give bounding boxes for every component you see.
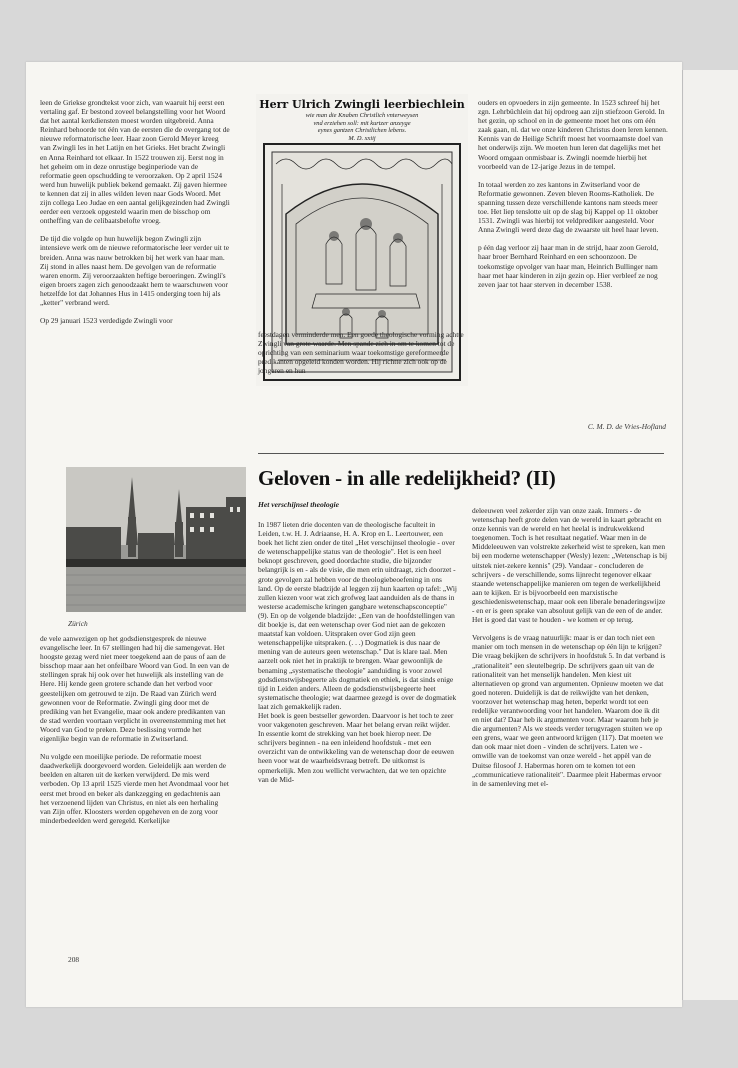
woodcut-subtitle-line: eynes gantzen Christlichen lebens. <box>317 127 407 135</box>
paragraph: Het boek is geen bestseller geworden. Daarvoor is het toch te zeer voor vakgenoten geschreven. Maar het belang ervan reikt wijder. In essentie komt de strekking van het boek hierop neer. De schrijvers beginnen - na een inleidend hoofdstuk - met een overzicht van de ontwikkeling van de wetenschap door de eeuwen heen voor wat de waarheidsvraag betreft. De uitkomst is opmerkelijk. Men zou wellicht verwachten, dat we ten opzichte van de Mid- <box>258 710 454 784</box>
zurich-photo <box>66 467 246 612</box>
article-headline: Geloven - in alle redelijkheid? (II) <box>258 466 556 490</box>
paragraph: leen de Griekse grondtekst voor zich, van waaruit hij eerst een vertaling gaf. Er bestond zoveel belangstelling voor het Woord dat het aantal kerkdiensten moest worden uitgebreid. Anna Reinhard behoorde tot één van de eersten die de overgang tot de nieuwe reformatorische leer. Haar zoon Gerold Meyer kreeg van Zwingli les in het Latijn en het Grieks. Het bracht Zwingli en Anna Reinhard tot elkaar. In 1522 trouwen zij. Eerst nog in het geheim om in deze onrustige beginperiode van de reformatie geen opschudding te veroorzaken. Op 2 april 1524 werd hun huwelijk publiek bekend gemaakt. Zij gaven hiermee te kennen dat zij in alles wilden leven naar Gods Woord. Met zijn collega Leo Judae en een aantal gelijkgezinden had Zwingli eerder een verzoek opgesteld waarin men de bisschop om ontheffing van de celibaatsbelofte vroeg. <box>40 98 230 226</box>
author-signature: C. M. D. de Vries-Hofland <box>587 422 666 431</box>
paragraph: ouders en opvoeders in zijn gemeente. In 1523 schreef hij het zgn. Lehrbüchlein dat hij opdroeg aan zijn stiefzoon Gerold. In het gezin, op school en in de gemeente moet het ons om één zaak gaan, nl. dat we onze kinderen Christus doen leren kennen. Kennis van de Heilige Schrift moest het voornaamste doel van het onderwijs zijn. We moeten hun leren dat dagelijks met het Woord omgaan onmisbaar is. Zwingli noemde hierbij het voorbeeld van de 12-jarige Jezus in de tempel. <box>478 98 668 171</box>
woodcut-subtitle-line: wie man die Knaben Christlich vnterweysen <box>305 112 419 119</box>
column-1-top <box>40 98 230 334</box>
woodcut-subtitle-line: M. D. xxiij <box>348 134 376 142</box>
woodcut-subtitle-line: vnd erziehen soll: mit kurtzer anzeyge <box>313 119 411 127</box>
paragraph: Op 29 januari 1523 verdedigde Zwingli voor <box>40 316 173 326</box>
woodcut-subtitle <box>258 112 466 142</box>
paragraph: de vele aanwezigen op het godsdienstgesprek de nieuwe evangelische leer. In 67 stellingen had hij die samengevat. Het hoogste gezag werd niet meer toegekend aan de paus of aan de bisschop maar aan het onfeilbare Woord van God. In een van de stellingen sprak hij ook over het huwelijk als instelling van de Here. Hij kende geen grotere schande dan het verbod voor geestelijken om getrouwd te zijn. De Raad van Zürich werd gewonnen voor de Reformatie. Zwingli ging door met de prediking van het Evangelie, maar ook andere predikanten van de stad werden voortaan verplicht in overeenstemming met het Woord van God te preken. Deze beslissing vormde het eigenlijke begin van de reformatie in Zwitserland. <box>40 634 230 744</box>
woodcut-title: Herr Ulrich Zwingli leerbiechlein <box>259 98 465 111</box>
paragraph: In 1987 lieten drie docenten van de theologische faculteit in Leiden, t.w. H. J. Adriaanse, H. A. Krop en L. Leertouwer, een boek het licht zien onder de titel „Het verschijnsel theologie - over de wetenschappelijke status van de theologie". Het is een heel beknopt geschreven, goed doordachte studie, die bijzonder belangrijk is en - als de visie, die men erin uitdraagt, zich doorzet - grote gevolgen zal hebben voor de theologiebeoefening in ons land. Op de eerste bladzijde al leggen zij hun kaarten op tafel: „Wij zullen kiezen voor wat zich grofweg laat aanduiden als de thans in westerse academische kringen gangbare wetenschapsconceptie" (9). En op de volgende bladzijde: „Een van de hoofdstellingen van dit boekje is, dat een wetenschap over God niet aan de gekozen maatstaf kan voldoen. Uitspraken over God zijn geen wetenschappelijke uitspraken. (. . .) Dogmatiek is dus naar de mening van de auteurs geen wetenschap." Dat is klare taal. Men aarzelt ook niet het in praktijk te brengen. Waar gewoonlijk de benaming „systematische theologie" aanduiding is voor zowel godsdienstwijsbegeerte als dogmatiek en ethiek, is dat sinds enige tijd in Leiden anders. Alleen de godsdienstwijsbegeerte heet systematische theologie; wat daarmee gezegd is over de dogmatiek laat zich gemakkelijk raden. <box>258 520 457 711</box>
article-divider <box>258 453 664 454</box>
paragraph: De tijd die volgde op hun huwelijk begon Zwingli zijn intensieve werk om de nieuwe reformatorische leer verder uit te breiden. Anna was nauw betrokken bij het werk van haar man. Zij stond in alles naast hem. De gevolgen van de reformatie waren enorm. Zij veroorzaakten heftige beroeringen. Zwingli's eigen broers zagen zich genoodzaakt hem te waarschuwen voor hetzelfde lot dat Johannes Hus in 1415 onderging toen hij als „ketter" verbrand werd. <box>40 234 229 307</box>
paragraph: p één dag verloor zij haar man in de strijd, haar zoon Gerold, haar broer Bernhard Reinhard en een schoonzoon. De toekomstige opvolger van haar man, Heinrich Bullinger nam haar met haar kinderen in zijn gezin op. Hier verbleef ze nog zeven jaar tot haar sterven in december 1538. <box>478 243 659 289</box>
paragraph: Vervolgens is de vraag natuurlijk: maar is er dan toch niet een manier om toch mensen in de wetenschap op één lijn te krijgen? Die vraag bekijken de schrijvers in hoofdstuk 5. In dat verband is „rationaliteit" een sleutelbegrip. De schrijvers gaan uit van de rationaliteit van het menselijk handelen. Men kiest uit alternatieven op grond van argumenten. Opnieuw moeten we dat goed noteren. Duidelijk is dat de reikwijdte van het denken, voorzover het wetenschap mag heten, beperkt wordt tot een redelijke verantwoording voor het handelen. Waarom doe ik dit en niet dat? Daar heb ik argumenten voor. Maar waarom heb je die argumenten? Als we steeds verder terugvragen stuiten we op een grens, waar we geen antwoord krijgen (117). Dat moeten we dan ook maar niet doen - vinden de schrijvers. Laten we - omwille van de toekomst van onze wereld - het appèl van de Duitse filosoof J. Habermas horen om te komen tot een „communicatieve rationaliteit". Daarmee pleit Habermas ervoor in de samenleving met el- <box>472 633 666 788</box>
paragraph: feestdagen verminderde men. Een goede theologische vorming achtte Zwingli van grote waarde. Men spande zich in om te komen tot de oprichting van een seminarium waar toekomstige gereformeerde predikanten opgeleid konden worden. Hij richtte zich ook op de jongeren en hun <box>258 330 464 376</box>
column-2-bottom <box>258 520 458 784</box>
column-1-bottom <box>40 634 230 825</box>
photo-caption: Zürich <box>68 619 88 628</box>
facing-page-edge <box>682 70 738 1000</box>
page-number: 208 <box>68 955 80 964</box>
paragraph: Nu volgde een moeilijke periode. De reformatie moest daadwerkelijk doorgevoerd worden. Geleidelijk aan werden de beelden en altaren uit de kerken verwijderd. De mis werd verboden. Op 13 april 1525 vierde men het Avondmaal voor het eerst met brood en beker als dankzegging en gedachtenis aan het verzoenend lijden van Christus, en niet als een herhaling van Zijn offer. Kloosters werden opgeheven en de zorg voor minderbedeelden werd geregeld. Kerkelijke <box>40 752 229 825</box>
column-3-top <box>478 98 668 298</box>
magazine-page <box>26 62 682 1007</box>
paragraph: In totaal werden zo zes kantons in Zwitserland voor de Reformatie gewonnen. Zeven bleven Rooms-Katholiek. De spanning tussen deze verschillende kantons nam steeds meer toe. Het liep tenslotte uit op de slag bij Kappel op 11 oktober 1531. Zwingli was hierbij tot veldprediker aangesteld. Voor Anna Zwingli werd deze dag de zwaarste uit heel haar leven. <box>478 179 659 235</box>
paragraph: deleeuwen veel zekerder zijn van onze zaak. Immers - de wetenschap heeft grote delen van de wereld in kaart gebracht en onze kennis van de wereld en het heelal is indrukwekkend toegenomen. Toch is het resultaat negatief. Waar men in de Middeleeuwen van volstrekte zekerheid wist te spreken, kan men bij een moderne wetenschapper (Wesly) lezen: „Wetenschap is bij uitstek niet-zekere kennis" (29). Vandaar - concluderen de schrijvers - de verschillende, soms lijnrecht tegenover elkaar staande wetenschappelijke manieren om tegen de werkelijkheid aan te kijken. Er is bijvoorbeeld een marxistische geschiedeniswetenschap, maar ook een liberale benaderingswijze - en er is geen sprake van absoluut gelijk van de een of de ander. Het is goed dat vast te houden - we komen er op terug. <box>472 506 667 625</box>
column-3-bottom <box>472 506 668 788</box>
article-subhead: Het verschijnsel theologie <box>258 500 339 509</box>
column-2-top <box>258 330 464 375</box>
